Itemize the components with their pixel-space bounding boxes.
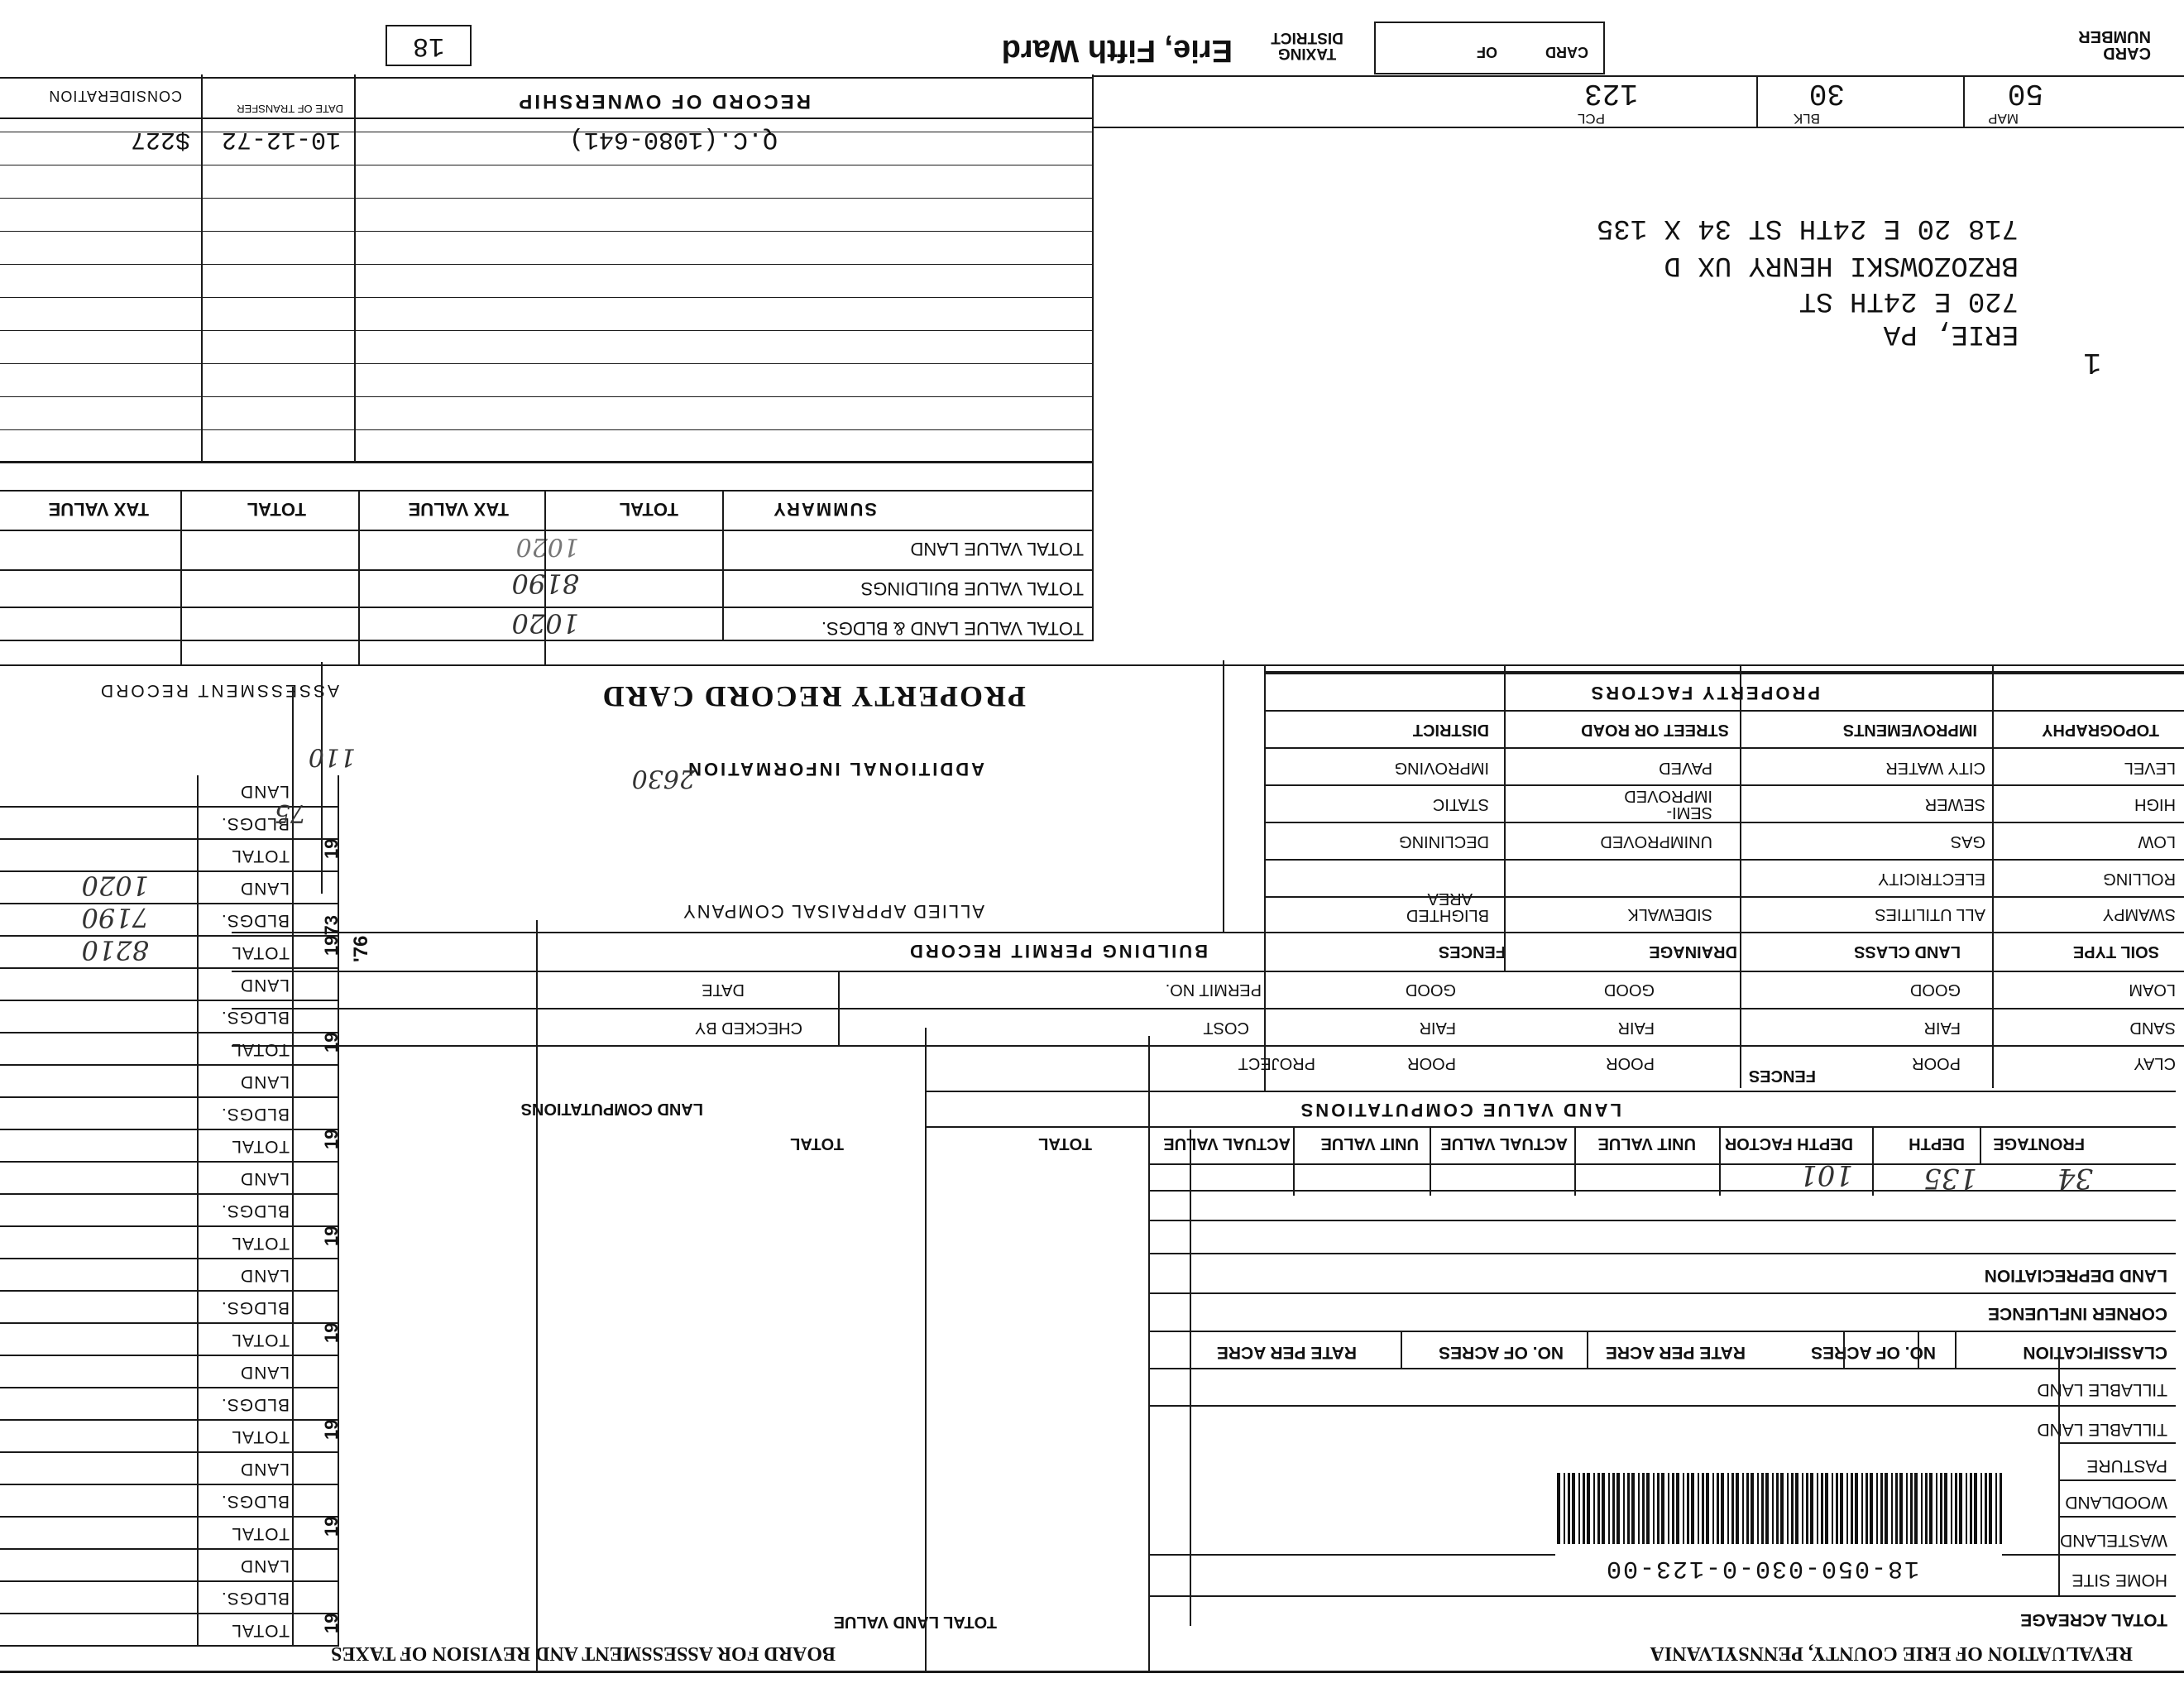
land-computations-title: LAND COMPUTATIONS	[520, 1100, 703, 1118]
owner-line4: ERIE, PA	[1883, 318, 2019, 349]
ownership-title: RECORD OF OWNERSHIP	[516, 90, 811, 113]
row-wasteland: WASTELAND	[2060, 1531, 2167, 1550]
assessment-gridline	[0, 1258, 339, 1259]
imp-city-water: CITY WATER	[1885, 759, 1985, 777]
assessment-row-label: TOTAL	[231, 1621, 290, 1640]
hdr-depth-factor: DEPTH FACTOR	[1724, 1134, 1853, 1153]
grade-fair-1: FAIR	[1923, 1019, 1961, 1037]
ownership-entry: Q.C.(1080-641)	[568, 125, 778, 153]
assessment-gridline	[0, 1129, 339, 1130]
assessment-hand-land: 1020	[81, 870, 149, 901]
assessment-year: 19	[321, 838, 342, 859]
street-improved: IMPROVED	[1624, 787, 1712, 805]
soil-loam: LOAM	[2129, 981, 2176, 999]
street-unimproved: UNIMPROVED	[1600, 832, 1712, 851]
acres-header-2: NO. OF ACRES	[1439, 1343, 1564, 1362]
assessment-gridline	[0, 1096, 339, 1098]
assessment-row-label: BLDGS.	[220, 1395, 290, 1414]
assessment-row-label: LAND	[239, 1363, 290, 1382]
assessment-gridline	[0, 1645, 339, 1647]
allied-appraisal: ALLIED APPRAISAL COMPANY	[682, 901, 984, 922]
sum-hand-bldgs: 8190	[511, 568, 579, 599]
blk-label: BLK	[1793, 111, 1820, 127]
ownership-ruled-line	[0, 363, 1094, 364]
assessment-year: 19	[321, 1225, 342, 1246]
hdr-district: DISTRICT	[1412, 721, 1489, 739]
row-woodland: WOODLAND	[2065, 1493, 2167, 1512]
assessment-gridline	[0, 1355, 339, 1356]
card-label: CARD	[1545, 44, 1588, 60]
grade-fair-3: FAIR	[1419, 1019, 1456, 1037]
soil-sand: SAND	[2129, 1019, 2176, 1037]
assessment-hand-total: 8210	[81, 934, 149, 966]
rate-header-2: RATE PER ACRE	[1216, 1343, 1357, 1362]
hdr-drainage: DRAINAGE	[1649, 942, 1737, 961]
owner-line3: 720 E 24TH ST	[1798, 285, 2019, 316]
assessment-row-label: LAND	[239, 1556, 290, 1575]
ownership-ruled-line	[0, 396, 1094, 397]
assessment-year-76: '76	[350, 935, 372, 962]
sum-land-bldgs: TOTAL VALUE LAND & BLDGS.	[821, 618, 1084, 639]
consideration-label: CONSIDERATION	[48, 88, 182, 104]
assessment-row-label: TOTAL	[231, 1040, 290, 1059]
district-area: AREA	[1427, 890, 1473, 908]
assessment-year: 19	[321, 1516, 342, 1537]
row-total-acreage: TOTAL ACREAGE	[2020, 1610, 2167, 1629]
ownership-ruled-line	[0, 198, 1094, 199]
imp-sewer: SEWER	[1924, 795, 1985, 813]
date-label: DATE	[702, 981, 745, 999]
topo-low: LOW	[2138, 832, 2176, 851]
owner-line5: 1	[2083, 345, 2101, 379]
assessment-gridline	[0, 838, 339, 840]
row-home-site: HOME SITE	[2071, 1571, 2167, 1590]
assessment-year: 19	[321, 1419, 342, 1440]
assessment-year: 19	[321, 1322, 342, 1343]
lvc-title: LAND VALUE COMPUTATIONS	[1298, 1100, 1621, 1120]
rate-header: RATE PER ACRE	[1605, 1343, 1746, 1362]
map-label: MAP	[1988, 111, 2019, 127]
imp-electricity: ELECTRICITY	[1877, 870, 1985, 888]
card-number-label: CARD NUMBER	[2078, 27, 2151, 62]
county-title: REVALUATION OF ERIE COUNTY, PENNSYLVANIA	[1650, 1642, 2133, 1664]
district-declining: DECLINING	[1399, 832, 1489, 851]
assessment-gridline	[0, 1225, 339, 1227]
permit-no-label: PERMIT NO.	[1165, 981, 1262, 999]
imp-gas: GAS	[1950, 832, 1985, 851]
assessment-gridline	[0, 870, 339, 872]
additional-info-title: ADDITIONAL INFORMATION	[686, 759, 984, 779]
assessment-row-label: LAND	[239, 782, 290, 801]
owner-line1: 718 20 E 24TH ST 34 X 135	[1596, 212, 2019, 243]
ownership-ruled-line	[0, 231, 1094, 232]
assessment-gridline	[0, 1580, 339, 1582]
classification-header: CLASSIFICATION	[2023, 1343, 2167, 1362]
assessment-row-label: BLDGS.	[220, 1008, 290, 1027]
summary-tax-value-2: TAX VALUE	[48, 499, 149, 520]
assessment-gridline	[0, 1484, 339, 1485]
assessment-gridline	[0, 1451, 339, 1453]
owner-line2: BRZOZOWSKI HENRY UX D	[1664, 249, 2019, 281]
hdr-total: TOTAL	[1038, 1134, 1092, 1153]
acres-header: NO. OF ACRES	[1811, 1343, 1936, 1362]
assessment-record-title: ASSESSMENT RECORD	[98, 681, 339, 700]
district-improving: IMPROVING	[1394, 759, 1489, 777]
ownership-ruled-line	[0, 429, 1094, 430]
assessment-vertical-line	[292, 775, 294, 1647]
cost-label: COST	[1203, 1019, 1249, 1037]
assessment-row-label: TOTAL	[231, 943, 290, 962]
assessment-gridline	[0, 1419, 339, 1421]
assessment-row-label: LAND	[239, 976, 290, 995]
grade-good-3: GOOD	[1405, 981, 1456, 999]
assessment-gridline	[0, 1516, 339, 1518]
stamp-box: 18	[386, 25, 472, 66]
assessment-row-label: TOTAL	[231, 1137, 290, 1156]
district-blighted: BLIGHTED	[1406, 906, 1489, 924]
assessment-row-label: BLDGS.	[220, 1105, 290, 1124]
sum-hand-total: 1020	[511, 607, 579, 639]
assessment-gridline	[0, 1290, 339, 1292]
pcl-label: PCL	[1577, 111, 1605, 127]
ownership-date: 10-12-72	[221, 125, 341, 153]
assessment-row-label: BLDGS.	[220, 1492, 290, 1511]
assessment-row-label: TOTAL	[231, 846, 290, 866]
assessment-year: 19	[321, 1613, 342, 1633]
assessment-row-label: LAND	[239, 1266, 290, 1285]
grade-poor-2: POOR	[1606, 1054, 1655, 1072]
hdr-unit-value: UNIT VALUE	[1597, 1134, 1696, 1153]
assessment-row-label: TOTAL	[231, 1524, 290, 1543]
checked-by-label: CHECKED BY	[694, 1019, 802, 1037]
barcode	[1555, 1473, 2002, 1580]
corner-influence: CORNER INFLUENCE	[1987, 1304, 2167, 1323]
total-land-value: TOTAL LAND VALUE	[833, 1613, 997, 1631]
summary-total-2: TOTAL	[247, 499, 306, 520]
sum-land: TOTAL VALUE LAND	[910, 539, 1084, 559]
assessment-gridline	[0, 1613, 339, 1614]
hdr-land-class: LAND CLASS	[1854, 942, 1961, 961]
of-label: OF	[1477, 44, 1497, 60]
land-depreciation: LAND DEPRECIATION	[1984, 1266, 2167, 1285]
assessment-row-label: TOTAL	[231, 1331, 290, 1350]
hdr-actual-value-2: ACTUAL VALUE	[1163, 1134, 1291, 1153]
street-semi: SEMI-	[1666, 803, 1712, 822]
street-paved: PAVED	[1659, 759, 1712, 777]
hdr-frontage: FRONTAGE	[1993, 1134, 2085, 1153]
assessment-gridline	[0, 903, 339, 904]
property-factors-title: PROPERTY FACTORS	[1588, 683, 1820, 703]
assessment-gridline	[0, 1000, 339, 1001]
hdr-fences-top: FENCES	[1748, 1067, 1816, 1085]
topo-level: LEVEL	[2124, 759, 2176, 777]
property-record-card: REVALUATION OF ERIE COUNTY, PENNSYLVANIA BOARD FOR ASSESSMENT AND REVISION OF TAXES TOTAL ACREAGE HOME SITE WASTELAND WOODLAND PASTURE TILLABLE LAND TILLABLE LAND CLASSIFICATION NO. OF ACRES RATE PER ACRE NO. OF ACRES RATE PER ACRE CORNER INFLUENCE LAND DEPRECIATION TOTAL LAND VALUE 18-050-030-0-123-00 FRONTAGE DEPTH DEPTH FACTOR UNIT VALUE ACTUAL VALUE UNIT VALUE ACTUAL VALUE TOTAL TOTAL LAND VALUE COMPUTATIONS LAND COMPUTATIONS 34 135 101 FENCES CLAY POOR POOR POOR PROJECT SAND FAIR FAIR FAIR COST CHECKED BY LOAM GOOD GOOD GOOD PERMIT NO. DATE SOIL TYPE LAND CLASS DRAINAGE FENCES BUILDING PERMIT RECORD SWAMPY ALL UTILITIES SIDEWALK BLIGHTED AREA ALLIED APPRAISAL COMPANY ROLLING ELECTRICITY LOW GAS UNIMPROVED DECLINING HIGH SEWER SEMI- IMPROVED STATIC LEVEL CITY WATER PAVED IMPROVING ADDITIONAL INFORMATION TOPOGRAPHY IMPROVEMENTS STREET OR ROAD DISTRICT PROPERTY FACTORS PROPERTY RECORD CARD ASSESSMENT RECORD TOTAL BLDGS. LAND 19 TOTAL BLDGS. LAND 19 TOTAL BLDGS. LAND 19 TOTAL BLDGS. LAND 19 TOTAL BLDGS. LAND 19 TOTAL BLDGS. LAND 19 TOTAL BLDGS. LAND 19 TOTAL BLDGS. LAND 1973 TOTAL BLDGS. LAND 19 8210 7190 1020 '76 TOTAL VALUE LAND & BLDGS. 1020 TOTAL VALUE BUILDINGS 8190 TOTAL VALUE LAND 1020 SUMMARY TOTAL TAX VALUE TOTAL TAX VALUE Q.C.(1080-641) 10-12-72 $227 RECORD OF OWNERSHIP DATE OF TRANSFER CONSIDERATION 1 ERIE, PA 720 E 24TH ST BRZOZOWSKI HENRY UX D 718 20 E 24TH ST 34 X 135 MAP 50 BLK 30 PCL 123 CARD NUMBER CARD OF TAXING DISTRICT Erie, Fifth Ward 18 2630 75 110	[0, 0, 2184, 1688]
sum-hand-land: 1020	[515, 532, 579, 561]
assessment-year: 19	[321, 1129, 342, 1149]
assessment-gridline	[0, 1032, 339, 1033]
board-title: BOARD FOR ASSESSMENT AND REVISION OF TAXES	[331, 1642, 836, 1664]
hdr-soil-type: SOIL TYPE	[2072, 942, 2159, 961]
ownership-ruled-line	[0, 297, 1094, 298]
district-static: STATIC	[1432, 795, 1489, 813]
imp-all-utilities: ALL UTILITIES	[1875, 905, 1985, 923]
assessment-year: 1973	[321, 915, 342, 956]
grade-good-2: GOOD	[1603, 981, 1655, 999]
assessment-gridline	[0, 1387, 339, 1388]
assessment-gridline	[0, 967, 339, 969]
sum-buildings: TOTAL VALUE BUILDINGS	[860, 578, 1084, 599]
hdr-total-2: TOTAL	[790, 1134, 844, 1153]
summary-total: TOTAL	[619, 499, 678, 520]
assessment-row-label: BLDGS.	[220, 814, 290, 833]
assessment-hand-bldgs: 7190	[81, 902, 149, 933]
assessment-row-label: TOTAL	[231, 1427, 290, 1446]
assessment-row-label: BLDGS.	[220, 1589, 290, 1608]
summary-title: SUMMARY	[772, 499, 877, 520]
assessment-gridline	[0, 1064, 339, 1066]
assessment-row-label: LAND	[239, 1460, 290, 1479]
assessment-gridline	[0, 1548, 339, 1550]
barcode-number: 18-050-030-0-123-00	[1604, 1554, 1919, 1582]
grade-fair-2: FAIR	[1617, 1019, 1655, 1037]
assessment-row-label: LAND	[239, 1169, 290, 1188]
assessment-row-label: LAND	[239, 879, 290, 898]
date-of-transfer-label: DATE OF TRANSFER	[237, 103, 343, 115]
hdr-fences: FENCES	[1438, 942, 1506, 961]
ownership-ruled-line	[0, 330, 1094, 331]
card-title: PROPERTY RECORD CARD	[601, 680, 1026, 713]
assessment-gridline	[0, 1193, 339, 1195]
ownership-amount: $227	[130, 125, 190, 153]
topo-rolling: ROLLING	[2103, 870, 2176, 888]
topo-high: HIGH	[2134, 795, 2176, 813]
assessment-row-label: BLDGS.	[220, 911, 290, 930]
assessment-gridline	[0, 1161, 339, 1163]
map-value: 50	[2007, 76, 2043, 110]
assessment-vertical-line	[338, 775, 339, 1647]
taxing-district-value: Erie, Fifth Ward	[1001, 33, 1233, 68]
grade-good-1: GOOD	[1909, 981, 1961, 999]
assessment-gridline	[0, 935, 339, 937]
blk-value: 30	[1808, 76, 1845, 110]
grade-poor-1: POOR	[1912, 1054, 1961, 1072]
building-permit-title: BUILDING PERMIT RECORD	[908, 941, 1208, 961]
hdr-depth: DEPTH	[1909, 1134, 1965, 1153]
row-pasture: PASTURE	[2086, 1456, 2167, 1475]
hdr-unit-value-2: UNIT VALUE	[1320, 1134, 1419, 1153]
soil-clay: CLAY	[2134, 1054, 2176, 1072]
assessment-row-label: LAND	[239, 1072, 290, 1091]
assessment-row-label: BLDGS.	[220, 1201, 290, 1220]
ownership-ruled-line	[0, 264, 1094, 265]
taxing-district-label: TAXING DISTRICT	[1271, 29, 1343, 62]
hdr-actual-value: ACTUAL VALUE	[1440, 1134, 1568, 1153]
assessment-year: 19	[321, 1032, 342, 1053]
hdr-improvements: IMPROVEMENTS	[1842, 721, 1977, 739]
summary-tax-value: TAX VALUE	[408, 499, 509, 520]
assessment-gridline	[0, 1322, 339, 1324]
assessment-row-label: TOTAL	[231, 1234, 290, 1253]
hdr-street-road: STREET OR ROAD	[1581, 721, 1729, 739]
row-tillable-1: TILLABLE LAND	[2037, 1420, 2167, 1439]
pcl-value: 123	[1584, 76, 1638, 110]
assessment-vertical-line	[197, 775, 199, 1647]
street-sidewalk: SIDEWALK	[1627, 905, 1712, 923]
grade-poor-3: POOR	[1407, 1054, 1456, 1072]
project-label: PROJECT	[1238, 1054, 1315, 1072]
assessment-row-label: BLDGS.	[220, 1298, 290, 1317]
topo-swampy: SWAMPY	[2102, 905, 2176, 923]
hdr-topography: TOPOGRAPHY	[2042, 721, 2159, 739]
row-tillable-2: TILLABLE LAND	[2037, 1380, 2167, 1399]
